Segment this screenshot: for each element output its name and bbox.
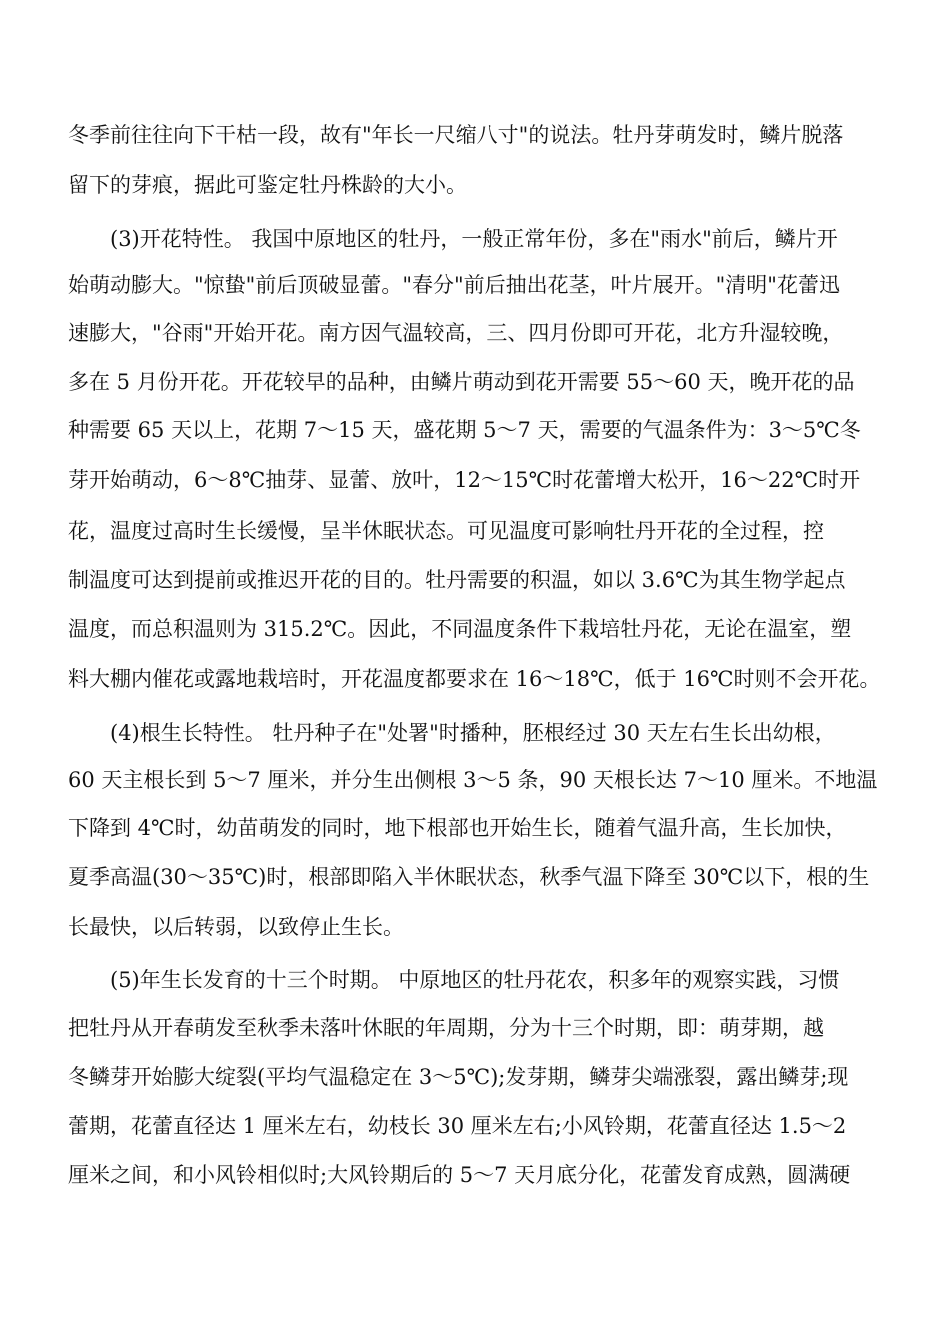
- text-line: 种需要 65 天以上，花期 7～15 天，盛花期 5～7 天，需要的气温条件为：3～5℃冬: [68, 418, 861, 442]
- text-line: 下降到 4℃时，幼苗萌发的同时，地下根部也开始生长，随着气温升高，生长加快，: [68, 816, 847, 840]
- text-line: 留下的芽痕，据此可鉴定牡丹株龄的大小。: [68, 173, 467, 197]
- text-line: 温度，而总积温则为 315.2℃。因此，不同温度条件下栽培牡丹花，无论在温室，塑: [68, 617, 852, 641]
- text-line: 把牡丹从开春萌发至秋季未落叶休眠的年周期，分为十三个时期，即：萌芽期，越: [68, 1016, 824, 1040]
- text-line: 多在 5 月份开花。开花较早的品种，由鳞片萌动到花开需要 55～60 天，晚开花的品: [68, 370, 855, 394]
- paragraph-heading-line: (3)开花特性。 我国中原地区的牡丹，一般正常年份，多在"雨水"前后，鳞片开: [110, 227, 838, 251]
- text-line: 料大棚内催花或露地栽培时，开花温度都要求在 16～18℃，低于 16℃时则不会开花。: [68, 667, 881, 691]
- text-line: 花，温度过高时生长缓慢，呈半休眠状态。可见温度可影响牡丹开花的全过程，控: [68, 519, 824, 543]
- text-line: 冬季前往往向下干枯一段，故有"年长一尺缩八寸"的说法。牡丹芽萌发时，鳞片脱落: [68, 123, 844, 147]
- text-line: 厘米之间，和小风铃相似时;大风铃期后的 5～7 天月底分化，花蕾发育成熟，圆满硬: [68, 1163, 851, 1187]
- text-line: 60 天主根长到 5～7 厘米，并分生出侧根 3～5 条，90 天根长达 7～10 厘米。不地温: [68, 768, 878, 792]
- text-line: 速膨大，"谷雨"开始开花。南方因气温较高，三、四月份即可开花，北方升湿较晚，: [68, 321, 844, 345]
- text-line: 冬鳞芽开始膨大绽裂(平均气温稳定在 3～5℃);发芽期，鳞芽尖端涨裂，露出鳞芽;现: [68, 1065, 849, 1089]
- text-line: 夏季高温(30～35℃)时，根部即陷入半休眠状态，秋季气温下降至 30℃以下，根的生: [68, 865, 870, 889]
- text-line: 芽开始萌动，6～8℃抽芽、显蕾、放叶，12～15℃时花蕾增大松开，16～22℃时开: [68, 468, 861, 492]
- text-line: 制温度可达到提前或推迟开花的目的。牡丹需要的积温，如以 3.6℃为其生物学起点: [68, 568, 846, 592]
- text-line: 蕾期，花蕾直径达 1 厘米左右，幼枝长 30 厘米左右;小风铃期，花蕾直径达 1.5～2: [68, 1114, 847, 1138]
- text-line: 长最快，以后转弱，以致停止生长。: [68, 915, 404, 939]
- paragraph-heading-line: (4)根生长特性。 牡丹种子在"处署"时播种，胚根经过 30 天左右生长出幼根，: [110, 721, 836, 745]
- paragraph-heading-line: (5)年生长发育的十三个时期。 中原地区的牡丹花农，积多年的观察实践，习惯: [110, 968, 840, 992]
- text-line: 始萌动膨大。"惊蛰"前后顶破显蕾。"春分"前后抽出花茎，叶片展开。"清明"花蕾迅: [68, 273, 840, 297]
